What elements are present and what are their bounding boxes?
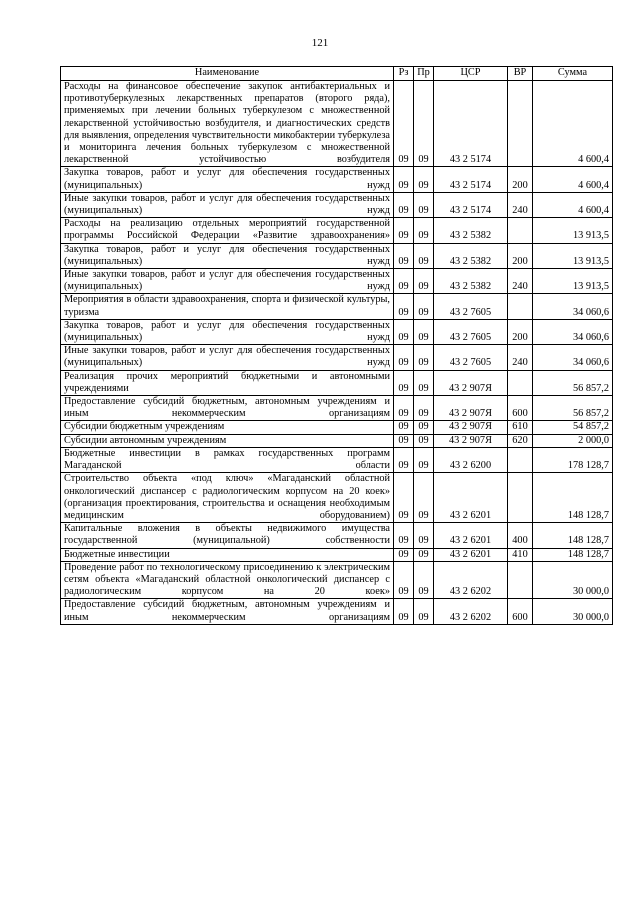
- row-csr: 43 2 5174: [434, 81, 508, 167]
- row-name: Субсидии автономным учреждениям: [61, 434, 394, 447]
- table-row: [61, 434, 613, 447]
- row-sum: 13 913,5: [533, 269, 613, 294]
- row-sum: 54 857,2: [533, 421, 613, 434]
- row-sum: 148 128,7: [533, 523, 613, 548]
- row-pr: 09: [414, 396, 434, 421]
- row-name: Мероприятия в области здравоохранения, спорта и физической культуры, туризма: [61, 294, 394, 319]
- row-pr: 09: [414, 599, 434, 624]
- row-pr: 09: [414, 561, 434, 599]
- row-vr: [508, 81, 533, 167]
- row-name: Закупка товаров, работ и услуг для обеспечения государственных (муниципальных) нужд: [61, 243, 394, 268]
- table-row: [61, 294, 613, 319]
- row-csr: 43 2 5382: [434, 218, 508, 243]
- row-vr: 200: [508, 243, 533, 268]
- row-pr: 09: [414, 447, 434, 472]
- row-vr: 240: [508, 345, 533, 370]
- table-row: [61, 447, 613, 472]
- row-csr: 43 2 5382: [434, 243, 508, 268]
- row-csr: 43 2 5174: [434, 192, 508, 217]
- row-vr: 200: [508, 167, 533, 192]
- row-csr: 43 2 6200: [434, 447, 508, 472]
- table-header-row: [61, 67, 613, 81]
- row-name: Субсидии бюджетным учреждениям: [61, 421, 394, 434]
- row-rz: 09: [394, 243, 414, 268]
- row-pr: 09: [414, 81, 434, 167]
- row-vr: [508, 447, 533, 472]
- row-csr: 43 2 6202: [434, 561, 508, 599]
- table-row: [61, 218, 613, 243]
- row-rz: 09: [394, 548, 414, 561]
- table-row: [61, 192, 613, 217]
- row-sum: 34 060,6: [533, 294, 613, 319]
- row-sum: 30 000,0: [533, 561, 613, 599]
- row-rz: 09: [394, 599, 414, 624]
- row-sum: 4 600,4: [533, 192, 613, 217]
- row-csr: 43 2 907Я: [434, 370, 508, 395]
- row-rz: 09: [394, 167, 414, 192]
- row-rz: 09: [394, 269, 414, 294]
- row-csr: 43 2 5382: [434, 269, 508, 294]
- row-sum: 178 128,7: [533, 447, 613, 472]
- table-row: [61, 319, 613, 344]
- table-row: [61, 370, 613, 395]
- row-sum: 56 857,2: [533, 370, 613, 395]
- row-csr: 43 2 7605: [434, 345, 508, 370]
- row-name: Предоставление субсидий бюджетным, автономным учреждениям и иным некоммерческим организациям: [61, 599, 394, 624]
- row-csr: 43 2 7605: [434, 294, 508, 319]
- row-name: Закупка товаров, работ и услуг для обеспечения государственных (муниципальных) нужд: [61, 319, 394, 344]
- table-row: [61, 243, 613, 268]
- row-pr: 09: [414, 421, 434, 434]
- row-csr: 43 2 907Я: [434, 396, 508, 421]
- row-vr: 600: [508, 396, 533, 421]
- column-header-rz: Рз: [394, 67, 414, 81]
- row-name: Иные закупки товаров, работ и услуг для обеспечения государственных (муниципальных) нужд: [61, 269, 394, 294]
- row-name: Предоставление субсидий бюджетным, автономным учреждениям и иным некоммерческим организациям: [61, 396, 394, 421]
- row-sum: 13 913,5: [533, 243, 613, 268]
- budget-table: [60, 66, 613, 625]
- row-name: Строительство объекта «под ключ» «Магаданский областной онкологический диспансер с радиологическим корпусом на 20 коек» (организация проектирования, строительства и оснащения необходимым медицинским оборудованием): [61, 473, 394, 523]
- row-vr: 410: [508, 548, 533, 561]
- table-row: [61, 269, 613, 294]
- row-sum: 30 000,0: [533, 599, 613, 624]
- row-sum: 2 000,0: [533, 434, 613, 447]
- row-pr: 09: [414, 319, 434, 344]
- table-row: [61, 345, 613, 370]
- row-pr: 09: [414, 523, 434, 548]
- table-row: [61, 167, 613, 192]
- row-pr: 09: [414, 548, 434, 561]
- row-vr: 240: [508, 192, 533, 217]
- row-pr: 09: [414, 192, 434, 217]
- row-sum: 4 600,4: [533, 167, 613, 192]
- row-rz: 09: [394, 523, 414, 548]
- row-sum: 34 060,6: [533, 319, 613, 344]
- row-vr: 400: [508, 523, 533, 548]
- row-name: Бюджетные инвестиции в рамках государственных программ Магаданской области: [61, 447, 394, 472]
- row-rz: 09: [394, 421, 414, 434]
- row-csr: 43 2 6201: [434, 473, 508, 523]
- column-header-pr: Пр: [414, 67, 434, 81]
- row-name: Расходы на финансовое обеспечение закупок антибактериальных и противотуберкулезных лекарственных препаратов (второго ряда), применяемых при лечении больных туберкулезом с множественной лекарственной устойчивостью возбудителя, и диагностических средств для выявления, определения чувствительности микобактерии туберкулеза и мониторинга лечения больных туберкулезом с множественной лекарственной устойчивостью возбудителя: [61, 81, 394, 167]
- row-vr: [508, 294, 533, 319]
- row-vr: [508, 561, 533, 599]
- row-pr: 09: [414, 243, 434, 268]
- row-vr: [508, 473, 533, 523]
- row-rz: 09: [394, 81, 414, 167]
- page-number: 121: [311, 37, 329, 49]
- row-csr: 43 2 6202: [434, 599, 508, 624]
- table-row: [61, 523, 613, 548]
- column-header-csr: ЦСР: [434, 67, 508, 81]
- row-rz: 09: [394, 396, 414, 421]
- row-rz: 09: [394, 192, 414, 217]
- row-vr: 620: [508, 434, 533, 447]
- row-vr: 240: [508, 269, 533, 294]
- row-rz: 09: [394, 447, 414, 472]
- row-sum: 148 128,7: [533, 473, 613, 523]
- row-csr: 43 2 907Я: [434, 434, 508, 447]
- row-pr: 09: [414, 345, 434, 370]
- row-csr: 43 2 7605: [434, 319, 508, 344]
- row-name: Иные закупки товаров, работ и услуг для обеспечения государственных (муниципальных) нужд: [61, 192, 394, 217]
- row-name: Расходы на реализацию отдельных мероприятий государственной программы Российской Федерации «Развитие здравоохранения»: [61, 218, 394, 243]
- row-sum: 148 128,7: [533, 548, 613, 561]
- row-csr: 43 2 6201: [434, 523, 508, 548]
- row-sum: 4 600,4: [533, 81, 613, 167]
- column-header-name: Наименование: [61, 67, 394, 81]
- row-pr: 09: [414, 294, 434, 319]
- row-pr: 09: [414, 167, 434, 192]
- row-name: Бюджетные инвестиции: [61, 548, 394, 561]
- row-name: Иные закупки товаров, работ и услуг для обеспечения государственных (муниципальных) нужд: [61, 345, 394, 370]
- row-rz: 09: [394, 561, 414, 599]
- table-row: [61, 81, 613, 167]
- table-row: [61, 548, 613, 561]
- row-rz: 09: [394, 294, 414, 319]
- row-rz: 09: [394, 319, 414, 344]
- row-rz: 09: [394, 434, 414, 447]
- row-csr: 43 2 907Я: [434, 421, 508, 434]
- table-row: [61, 473, 613, 523]
- table-row: [61, 421, 613, 434]
- column-header-vr: ВР: [508, 67, 533, 81]
- row-vr: [508, 218, 533, 243]
- row-vr: 610: [508, 421, 533, 434]
- row-vr: 600: [508, 599, 533, 624]
- row-sum: 34 060,6: [533, 345, 613, 370]
- table-row: [61, 561, 613, 599]
- row-pr: 09: [414, 370, 434, 395]
- row-name: Капитальные вложения в объекты недвижимого имущества государственной (муниципальной) собственности: [61, 523, 394, 548]
- row-rz: 09: [394, 473, 414, 523]
- row-rz: 09: [394, 345, 414, 370]
- row-rz: 09: [394, 370, 414, 395]
- row-vr: [508, 370, 533, 395]
- table-row: [61, 599, 613, 624]
- row-vr: 200: [508, 319, 533, 344]
- row-sum: 56 857,2: [533, 396, 613, 421]
- row-name: Реализация прочих мероприятий бюджетными и автономными учреждениями: [61, 370, 394, 395]
- row-sum: 13 913,5: [533, 218, 613, 243]
- row-name: Проведение работ по технологическому присоединению к электрическим сетям объекта «Магаданский областной онкологический диспансер с радиологическим корпусом на 20 коек»: [61, 561, 394, 599]
- row-pr: 09: [414, 269, 434, 294]
- row-rz: 09: [394, 218, 414, 243]
- row-csr: 43 2 6201: [434, 548, 508, 561]
- table-row: [61, 396, 613, 421]
- column-header-sum: Сумма: [533, 67, 613, 81]
- row-pr: 09: [414, 434, 434, 447]
- row-csr: 43 2 5174: [434, 167, 508, 192]
- row-pr: 09: [414, 218, 434, 243]
- row-pr: 09: [414, 473, 434, 523]
- row-name: Закупка товаров, работ и услуг для обеспечения государственных (муниципальных) нужд: [61, 167, 394, 192]
